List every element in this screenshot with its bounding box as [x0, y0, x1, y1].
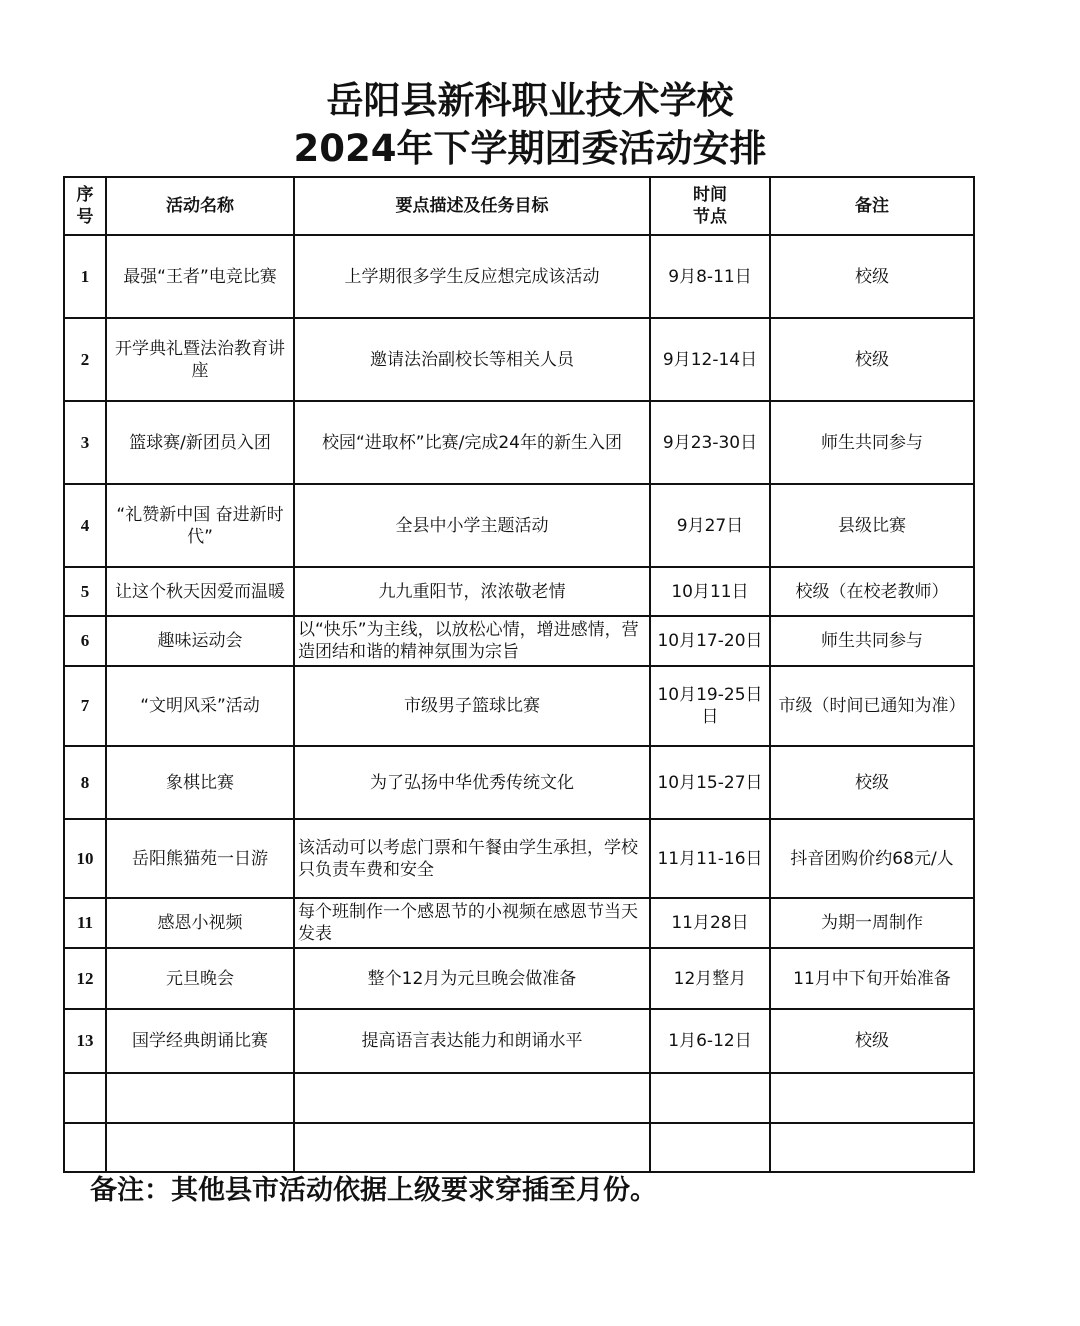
row-activity-name: 元旦晚会 [106, 948, 294, 1009]
row-no: 2 [64, 318, 106, 401]
row-activity-name: 最强“王者”电竞比赛 [106, 235, 294, 318]
empty-cell [106, 1123, 294, 1172]
table-header-row [64, 177, 974, 235]
row-time: 9月8-11日 [650, 235, 770, 318]
table-row [64, 1009, 974, 1073]
empty-row [64, 1123, 974, 1172]
row-remark: 市级（时间已通知为准） [770, 666, 974, 746]
row-remark: 为期一周制作 [770, 898, 974, 948]
document-title: 岳阳县新科职业技术学校 [326, 79, 734, 122]
row-time: 9月23-30日 [650, 401, 770, 484]
row-description: 上学期很多学生反应想完成该活动 [294, 235, 650, 318]
row-activity-name: 国学经典朗诵比赛 [106, 1009, 294, 1073]
table-row [64, 484, 974, 567]
row-time: 10月19-25日日 [650, 666, 770, 746]
row-description: 全县中小学主题活动 [294, 484, 650, 567]
empty-cell [64, 1123, 106, 1172]
row-time: 9月27日 [650, 484, 770, 567]
row-remark: 校级（在校老教师） [770, 567, 974, 616]
empty-cell [770, 1123, 974, 1172]
row-time: 10月11日 [650, 567, 770, 616]
row-no: 10 [64, 819, 106, 898]
table-row [64, 401, 974, 484]
row-no: 5 [64, 567, 106, 616]
activity-schedule-table [63, 176, 975, 1173]
row-description: 每个班制作一个感恩节的小视频在感恩节当天发表 [294, 898, 650, 948]
empty-cell [650, 1123, 770, 1172]
empty-cell [106, 1073, 294, 1123]
row-no: 1 [64, 235, 106, 318]
table-row [64, 948, 974, 1009]
row-activity-name: “礼赞新中国 奋进新时代” [106, 484, 294, 567]
row-remark: 校级 [770, 235, 974, 318]
row-time: 10月15-27日 [650, 746, 770, 819]
row-remark: 11月中下旬开始准备 [770, 948, 974, 1009]
empty-row [64, 1073, 974, 1123]
row-no: 7 [64, 666, 106, 746]
row-description: 该活动可以考虑门票和午餐由学生承担，学校只负责车费和安全 [294, 819, 650, 898]
header-description: 要点描述及任务目标 [294, 177, 650, 235]
row-description: 整个12月为元旦晚会做准备 [294, 948, 650, 1009]
row-description: 校园“进取杯”比赛/完成24年的新生入团 [294, 401, 650, 484]
row-no: 12 [64, 948, 106, 1009]
header-remark: 备注 [770, 177, 974, 235]
row-no: 11 [64, 898, 106, 948]
row-no: 13 [64, 1009, 106, 1073]
table-row [64, 746, 974, 819]
row-no: 6 [64, 616, 106, 666]
row-time: 11月28日 [650, 898, 770, 948]
row-no: 3 [64, 401, 106, 484]
empty-cell [294, 1123, 650, 1172]
row-description: 邀请法治副校长等相关人员 [294, 318, 650, 401]
row-activity-name: 让这个秋天因爱而温暖 [106, 567, 294, 616]
row-description: 九九重阳节，浓浓敬老情 [294, 567, 650, 616]
row-no: 4 [64, 484, 106, 567]
row-description: 提高语言表达能力和朗诵水平 [294, 1009, 650, 1073]
row-remark: 抖音团购价约68元/人 [770, 819, 974, 898]
empty-cell [650, 1073, 770, 1123]
table-row [64, 898, 974, 948]
document-subtitle: 2024年下学期团委活动安排 [293, 127, 767, 170]
row-time: 11月11-16日 [650, 819, 770, 898]
row-remark: 校级 [770, 318, 974, 401]
row-time: 9月12-14日 [650, 318, 770, 401]
header-activity-name: 活动名称 [106, 177, 294, 235]
row-activity-name: 趣味运动会 [106, 616, 294, 666]
footer-note: 备注：其他县市活动依据上级要求穿插至月份。 [90, 1175, 657, 1206]
row-activity-name: 感恩小视频 [106, 898, 294, 948]
row-activity-name: 象棋比赛 [106, 746, 294, 819]
row-activity-name: 篮球赛/新团员入团 [106, 401, 294, 484]
table-row [64, 235, 974, 318]
row-time: 10月17-20日 [650, 616, 770, 666]
row-remark: 师生共同参与 [770, 616, 974, 666]
row-no: 8 [64, 746, 106, 819]
header-time: 时间 节点 [650, 177, 770, 235]
row-time: 1月6-12日 [650, 1009, 770, 1073]
row-remark: 校级 [770, 746, 974, 819]
table-row [64, 567, 974, 616]
row-activity-name: 开学典礼暨法治教育讲座 [106, 318, 294, 401]
table-row [64, 666, 974, 746]
table-row [64, 616, 974, 666]
row-remark: 县级比赛 [770, 484, 974, 567]
row-description: 市级男子篮球比赛 [294, 666, 650, 746]
row-description: 为了弘扬中华优秀传统文化 [294, 746, 650, 819]
row-description: 以“快乐”为主线，以放松心情，增进感情，营造团结和谐的精神氛围为宗旨 [294, 616, 650, 666]
empty-cell [770, 1073, 974, 1123]
table-row [64, 819, 974, 898]
table-row [64, 318, 974, 401]
row-remark: 师生共同参与 [770, 401, 974, 484]
row-activity-name: 岳阳熊猫苑一日游 [106, 819, 294, 898]
header-no: 序 号 [64, 177, 106, 235]
row-remark: 校级 [770, 1009, 974, 1073]
empty-cell [64, 1073, 106, 1123]
row-activity-name: “文明风采”活动 [106, 666, 294, 746]
row-time: 12月整月 [650, 948, 770, 1009]
empty-cell [294, 1073, 650, 1123]
